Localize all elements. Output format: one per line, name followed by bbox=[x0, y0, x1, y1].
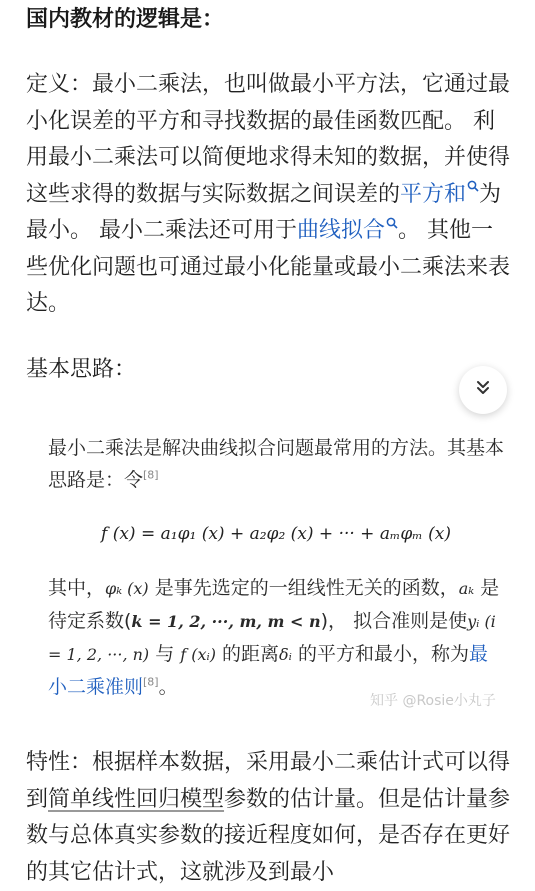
definition-paragraph bbox=[26, 67, 512, 323]
explanation-text: 其中， bbox=[48, 577, 106, 599]
explanation-text: 是待定系数( bbox=[48, 577, 500, 632]
search-icon bbox=[386, 217, 398, 229]
sum-of-squares-link[interactable]: 平方和 bbox=[400, 182, 479, 207]
basic-idea-intro bbox=[48, 432, 504, 496]
basic-idea-explanation bbox=[48, 572, 504, 703]
math-a-k: aₖ bbox=[458, 579, 475, 598]
explanation-text: )， 拟合准则是使 bbox=[320, 610, 468, 632]
property-text-1: 特性：根据样本数据，采用最小二乘估计式可以得到 bbox=[26, 750, 511, 812]
math-f-xi: f (xᵢ) bbox=[180, 645, 216, 664]
math-delta-i: δᵢ bbox=[279, 645, 292, 664]
chevron-double-down-icon bbox=[474, 379, 492, 401]
explanation-text: 与 bbox=[149, 643, 181, 665]
definition-text-2: 为最小。 最小二乘法还可用于 bbox=[26, 181, 502, 243]
basic-idea-title: 基本思路： bbox=[26, 357, 137, 382]
least-squares-criterion-link[interactable]: 最小二乘准则 bbox=[48, 643, 488, 698]
math-y-i: yᵢ (i = 1, 2, ···, n) bbox=[48, 612, 496, 664]
explanation-text: 。 bbox=[158, 676, 178, 698]
explanation-text: 的距离 bbox=[216, 643, 280, 665]
math-k-range: k = 1, 2, ···, m, m < n bbox=[131, 612, 321, 631]
watermark: 知乎 @Rosie小丸子 bbox=[370, 693, 496, 709]
definition-text-1: 定义：最小二乘法，也叫做最小平方法，它通过最小化误差的平方和寻找数据的最佳函数匹配。 利用最小二乘法可以简便地求得未知的数据，并使得这些求得的数据与实际数据之间误差的 bbox=[26, 72, 511, 207]
formula: f (x) = a₁φ₁ (x) + a₂φ₂ (x) + ··· + aₘφₘ (x) bbox=[101, 524, 451, 544]
reference-marker[interactable]: [8] bbox=[143, 468, 159, 482]
property-text-2: 参数的估计量。但是估计量参数与总体真实参数的接近程度如何，是否存在更好的其它估计式，这就涉及到最小 bbox=[26, 786, 511, 885]
explanation-text: 的平方和最小，称为 bbox=[291, 643, 469, 665]
property-paragraph bbox=[26, 745, 512, 891]
explanation-text: 是事先选定的一组线性无关的函数， bbox=[148, 577, 459, 599]
curve-fitting-link[interactable]: 曲线拟合 bbox=[297, 218, 398, 243]
math-phi-k: φₖ (x) bbox=[105, 579, 149, 598]
reference-marker[interactable]: [8] bbox=[143, 675, 159, 689]
definition-text-3: 。 其他一些优化问题也可通过最小化能量或最小二乘法来表达。 bbox=[26, 218, 511, 316]
basic-idea-text: 最小二乘法是解决曲线拟合问题最常用的方法。其基本思路是：令 bbox=[48, 437, 505, 491]
search-icon bbox=[467, 180, 479, 192]
linear-regression-term: 简单线性回归模型 bbox=[48, 786, 225, 812]
collapse-button[interactable] bbox=[459, 366, 507, 414]
section-heading: 国内教材的逻辑是： bbox=[26, 7, 225, 32]
